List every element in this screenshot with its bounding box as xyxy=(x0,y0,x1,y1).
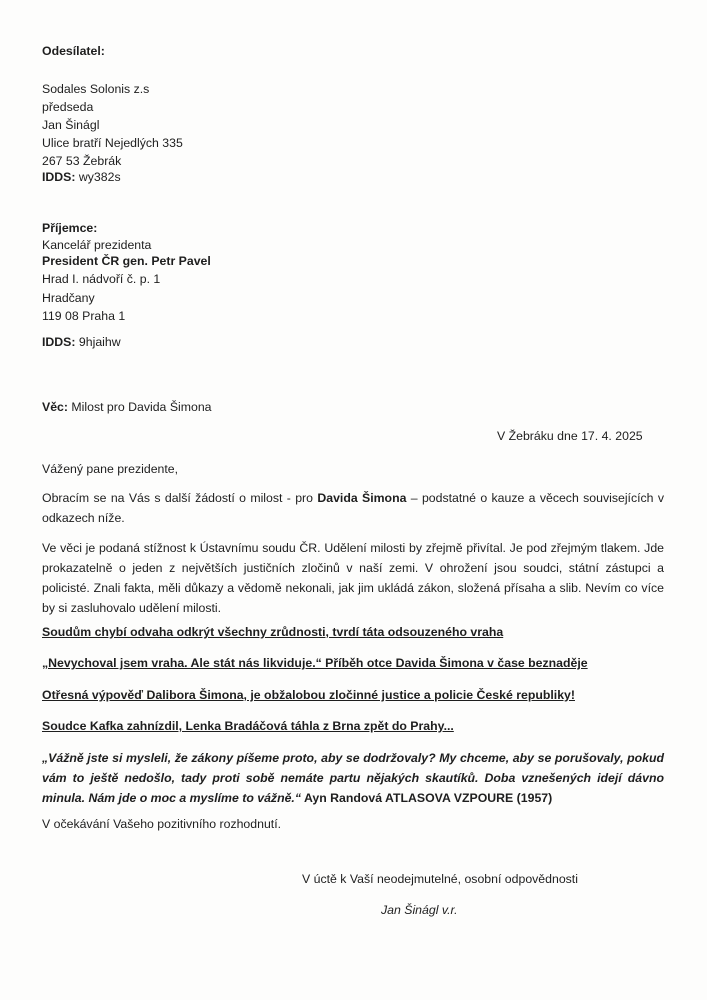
signature: Jan Šinágl v.r. xyxy=(381,903,458,917)
recipient-idds-label: IDDS: xyxy=(42,335,76,349)
sender-address xyxy=(42,80,183,170)
regards-line: V úctě k Vaší neodejmutelné, osobní odpovědnosti xyxy=(302,872,578,886)
body-paragraph: Ve věci je podaná stížnost k Ústavnímu soudu ČR. Udělení milosti by zřejmě přivítal. Je pod zřejmým tlakem. Jde prokazatelně o jeden z největších justičních zločinů v naší zemi. V ohrožení jsou soudci, státní zástupci a policisté. Znali fakta, měli důkazy a vědomě nekonali, jak jim ukládá zákon, složená přísaha a slib. Nevím co více by si zasluhovalo udělení milosti. xyxy=(42,541,664,615)
intro-text-after: – podstatné o kauze a věcech souvisejících v odkazech níže. xyxy=(42,491,665,525)
recipient-name: President ČR gen. Petr Pavel xyxy=(42,254,211,268)
sender-heading: Odesílatel: xyxy=(42,44,105,58)
sender-role: předseda xyxy=(42,100,94,114)
sender-idds-value: wy382s xyxy=(78,170,121,184)
article-link-2[interactable]: „Nevychoval jsem vraha. Ale stát nás likviduje.“ Příběh otce Davida Šimona v čase beznaděje xyxy=(42,656,588,670)
sender-idds-label: IDDS: xyxy=(42,170,76,184)
quote-text: „Vážně jste si mysleli, že zákony píšeme proto, aby se dodržovaly? My chceme, aby se porušovaly, pokud vám to ještě nedošlo, tady proti sobě nemáte partu nějakých skautíků. Doba vznešených idejí dávno minula. Nám jde o moc a myslíme to vážně.“ xyxy=(42,751,664,805)
quote-attribution: Ayn Randová ATLASOVA VZPOURE (1957) xyxy=(301,791,553,805)
recipient-heading: Příjemce: xyxy=(42,221,98,235)
article-link-4[interactable]: Soudce Kafka zahnízdil, Lenka Bradáčová táhla z Brna zpět do Prahy... xyxy=(42,719,454,733)
date-line: V Žebráku dne 17. 4. 2025 xyxy=(497,429,643,443)
sender-street: Ulice bratří Nejedlých 335 xyxy=(42,136,183,150)
sender-idds xyxy=(42,170,121,184)
intro-text-before: Obracím se na Vás s další žádostí o milost - pro xyxy=(42,491,318,505)
sender-city: 267 53 Žebrák xyxy=(42,154,122,168)
salutation: Vážený pane prezidente, xyxy=(42,462,179,476)
article-link-1[interactable]: Soudům chybí odvaha odkrýt všechny zrůdnosti, tvrdí táta odsouzeného vraha xyxy=(42,625,504,639)
closing-line: V očekávání Vašeho pozitivního rozhodnutí. xyxy=(42,817,282,831)
recipient-street: Hrad I. nádvoří č. p. 1 xyxy=(42,272,161,286)
article-link-3[interactable]: Otřesná výpověď Dalibora Šimona, je obžalobou zločinné justice a policie České republiky! xyxy=(42,688,575,702)
sender-org: Sodales Solonis z.s xyxy=(42,82,150,96)
intro-name-bold: Davida Šimona xyxy=(317,491,407,505)
recipient-idds xyxy=(42,335,121,349)
subject-text: Milost pro Davida Šimona xyxy=(71,400,212,414)
recipient-idds-value: 9hjaihw xyxy=(78,335,121,349)
subject-line xyxy=(42,400,212,414)
recipient-city: 119 08 Praha 1 xyxy=(42,309,126,323)
intro-paragraph xyxy=(42,488,664,528)
recipient-district: Hradčany xyxy=(42,291,95,305)
subject-label: Věc: xyxy=(42,400,68,414)
sender-name: Jan Šinágl xyxy=(42,118,100,132)
quote-block xyxy=(42,748,664,808)
recipient-office: Kancelář prezidenta xyxy=(42,238,152,252)
